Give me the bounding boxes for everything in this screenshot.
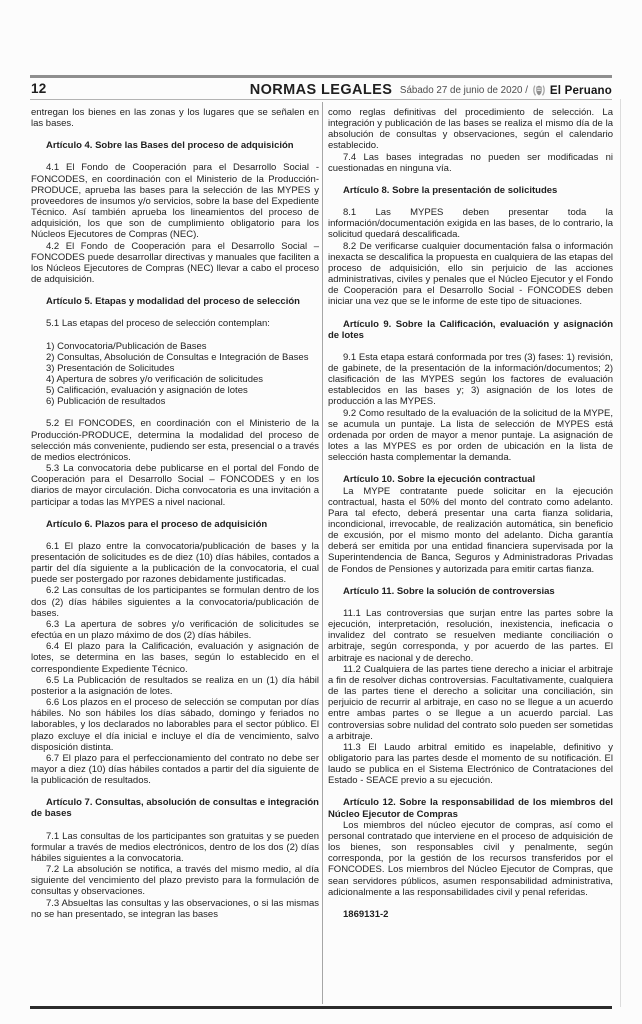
article-heading: Artículo 4. Sobre las Bases del proceso de adquisición	[46, 140, 294, 152]
paragraph: 6.7 El plazo para el perfeccionamiento del contrato no debe ser mayor a diez (10) días hábiles contados a partir del día siguiente de la publicación de resultados.	[31, 752, 319, 787]
article-heading: Artículo 11. Sobre la solución de controversias	[343, 585, 555, 597]
masthead-logotype: El Peruano	[549, 84, 612, 97]
paragraph: 6.6 Los plazos en el proceso de selección se computan por días hábiles. No son hábiles los días sábado, domingo y feriados no laborables, y los declarados no laborables para el sector público. El plazo excluye el día inicial e incluye el día de vencimiento, salvo disposición distinta.	[31, 697, 319, 753]
paragraph: 8.1 Las MYPES deben presentar toda la información/documentación exigida en las bases, de lo contrario, la solicitud quedará descalificada.	[328, 207, 613, 241]
page-bottom-rule	[30, 1006, 612, 1009]
paragraph: 6) Publicación de resultados	[46, 396, 166, 408]
paragraph: 7.1 Las consultas de los participantes son gratuitas y se pueden formular a través de medios electrónicos, dentro de los dos (2) días hábiles siguientes a la convocatoria.	[31, 830, 319, 864]
article-heading: Artículo 8. Sobre la presentación de solicitudes	[343, 184, 558, 196]
paragraph: 5.2 El FONCODES, en coordinación con el Ministerio de la Producción-PRODUCE, determina la modalidad del proceso de selección más conveniente, pudiendo ser esta, presencial o a través de medios electrónicos.	[31, 418, 319, 463]
column-divider-rule	[322, 102, 323, 1004]
paragraph: 2) Consultas, Absolución de Consultas e Integración de Bases	[46, 351, 309, 363]
paragraph: 6.3 La apertura de sobres y/o verificación de solicitudes se efectúa en un plazo máximo de dos (2) días hábiles.	[31, 618, 319, 642]
header-bottom-rule	[30, 99, 612, 100]
paragraph: La MYPE contratante puede solicitar en la ejecución contractual, hasta el 50% del monto del contrato como adelanto. Para tal efecto, deberá presentar una carta fianza solidaria, incondicional, irrevocable, de realización automática, sin beneficio de excusión, por el mismo monto del adelanto. Dicha garantía deberá ser emitida por una entidad financiera supervisada por la Superintendencia de Banca, Seguros y Administradoras Privadas de Fondos de Pensiones y autorizada para emitir cartas fianza.	[328, 485, 613, 575]
peru-coat-of-arms-icon	[532, 84, 546, 97]
page-number: 12	[31, 81, 47, 96]
article-heading: Artículo 7. Consultas, absolución de consultas e integración de bases	[31, 797, 319, 820]
article-heading: Artículo 9. Sobre la Calificación, evaluación y asignación de lotes	[328, 318, 613, 341]
paragraph: 5) Calificación, evaluación y asignación de lotes	[46, 385, 248, 397]
paragraph: 6.4 El plazo para la Calificación, evaluación y asignación de lotes, se determina en las bases, según lo establecido en el correspondiente Expediente Técnico.	[31, 641, 319, 675]
paragraph: 6.2 Las consultas de los participantes se formulan dentro de los dos (2) días hábiles siguientes a la convocatoria/publicación de bases.	[31, 585, 319, 619]
paragraph: 4) Apertura de sobres y/o verificación de solicitudes	[46, 373, 264, 385]
paragraph: 9.1 Esta etapa estará conformada por tres (3) fases: 1) revisión, de gabinete, de la presentación de la información/documentos; 2) clasificación de las MYPES según los factores de evaluación establecidos en las bases y; 3) asignación de los lotes de producción a las MYPES.	[328, 351, 613, 408]
paragraph: 11.2 Cualquiera de las partes tiene derecho a iniciar el arbitraje a fin de resolver dichas controversias. Facultativamente, cualquiera de las partes tiene el derecho a solicitar una conciliación, sin perjuicio de recurrir al arbitraje, en caso no se llegue a un acuerdo entre ambas partes o se llegue a un acuerdo parcial. Las controversias sobre nulidad del contrato solo pueden ser sometidas a arbitraje.	[328, 663, 613, 742]
header-top-rule	[30, 75, 612, 78]
paragraph: entregan los bienes en las zonas y los lugares que se señalen en las bases.	[31, 107, 319, 130]
section-title: NORMAS LEGALES	[249, 82, 393, 98]
paragraph: 1) Convocatoria/Publicación de Bases	[46, 340, 207, 352]
date-text: Sábado 27 de junio de 2020 /	[399, 85, 528, 96]
article-heading: Artículo 10. Sobre la ejecución contractual	[343, 474, 536, 486]
page-edge-line	[620, 99, 621, 1007]
publication-id: 1869131-2	[343, 908, 389, 920]
paragraph: 6.5 La Publicación de resultados se realiza en un (1) día hábil posterior a la asignación de lotes.	[31, 674, 319, 697]
article-heading: Artículo 12. Sobre la responsabilidad de los miembros del Núcleo Ejecutor de Compras	[328, 797, 613, 820]
paragraph: 11.1 Las controversias que surjan entre las partes sobre la ejecución, interpretación, resolución, inexistencia, ineficacia o invalidez del contrato se resuelven mediante conciliación o arbitraje, según corresponda, y por acuerdo de las partes. El arbitraje es nacional y de derecho.	[328, 607, 613, 664]
paragraph: 11.3 El Laudo arbitral emitido es inapelable, definitivo y obligatorio para las partes desde el momento de su notificación. El laudo se publica en el Sistema Electrónico de Contrataciones del Estado - SEACE previo a su ejecución.	[328, 741, 613, 787]
paragraph: 8.2 De verificarse cualquier documentación falsa o información inexacta se descalifica la propuesta en cualquiera de las etapas del proceso de adquisición, ello sin perjuicio de las acciones administrativas, civiles y penales que el Núcleo Ejecutor y el Fondo de Cooperación para el Desarrollo Social - FONCODES deben iniciar una vez que se le informe de este tipo de situaciones.	[328, 240, 613, 308]
left-column	[31, 107, 319, 920]
paragraph: 3) Presentación de Solicitudes	[46, 362, 175, 374]
paragraph: 5.3 La convocatoria debe publicarse en el portal del Fondo de Cooperación para el Desarrollo Social – FONCODES y en los diarios de mayor circulación. Dicha convocatoria es una invitación a participar a todas las MYPES a nivel nacional.	[31, 463, 319, 508]
article-heading: Artículo 5. Etapas y modalidad del proceso de selección	[46, 296, 300, 308]
page-header	[30, 79, 612, 99]
paragraph: 7.2 La absolución se notifica, a través del mismo medio, al día siguiente del vencimiento del plazo previsto para la formulación de consultas y observaciones.	[31, 864, 319, 898]
header-dateline	[400, 84, 612, 97]
right-column	[328, 107, 613, 920]
article-heading: Artículo 6. Plazos para el proceso de adquisición	[46, 518, 268, 530]
paragraph: 7.3 Absueltas las consultas y las observaciones, o si las mismas no se han presentado, se integran las bases	[31, 897, 319, 920]
paragraph: como reglas definitivas del procedimiento de selección. La integración y publicación de las bases se realiza el mismo día de la absolución de consultas y observaciones, según el calendario establecido.	[328, 107, 613, 152]
paragraph: 9.2 Como resultado de la evaluación de la solicitud de la MYPE, se acumula un puntaje. La lista de selección de MYPES está ordenada por orden de mayor a menor puntaje. La asignación de lotes a las MYPES es por orden de ubicación en la lista de selección hasta complementar la demanda.	[328, 407, 613, 464]
paragraph: 6.1 El plazo entre la convocatoria/publicación de bases y la presentación de solicitudes es de diez (10) días hábiles, contados a partir del día siguiente a la publicación de la convocatoria, el cual puede ser postergado por razones debidamente justificadas.	[31, 540, 319, 586]
paragraph: 7.4 Las bases integradas no pueden ser modificadas ni cuestionadas en ninguna vía.	[328, 151, 613, 174]
paragraph: Los miembros del núcleo ejecutor de compras, así como el personal contratado que interviene en el proceso de adquisición de los bienes, son responsables civil y penalmente, según corresponda, por la gestión de los recursos transferidos por el FONCODES. Los miembros del Núcleo Ejecutor de Compras, que sean servidores públicos, asumen responsabilidad administrativa, adicionalmente a las responsabilidades civil y penal referidas.	[328, 819, 613, 898]
paragraph: 4.2 El Fondo de Cooperación para el Desarrollo Social – FONCODES puede desarrollar directivas y manuales que faciliten a los Núcleos Ejecutores de Compras (NEC) llevar a cabo el proceso de adquisición.	[31, 240, 319, 286]
paragraph: 5.1 Las etapas del proceso de selección contemplan:	[46, 318, 270, 330]
paragraph: 4.1 El Fondo de Cooperación para el Desarrollo Social - FONCODES, en coordinación con el Ministerio de la Producción-PRODUCE, aprueba las bases para la selección de las MYPES y proveedores de insumos y/o servicios, sobre la base del Expediente Técnico. Así también aprueba los lineamientos del proceso de adquisición, los que son de cumplimiento obligatorio para los Núcleos Ejecutores de Compras (NEC).	[31, 162, 319, 241]
